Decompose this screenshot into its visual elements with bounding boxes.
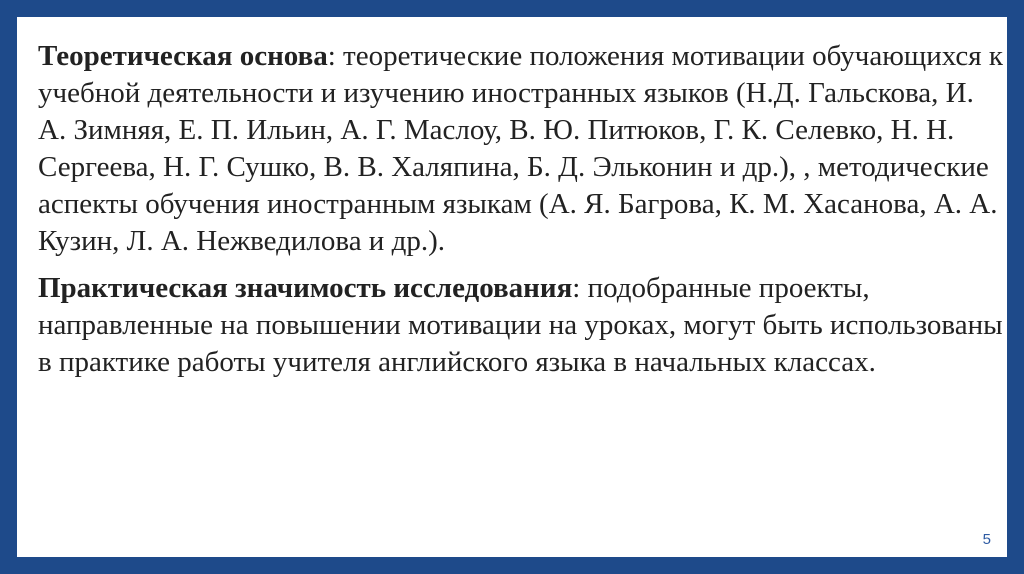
theoretical-basis-paragraph xyxy=(38,38,1004,260)
theoretical-basis-term: Теоретическая основа xyxy=(38,40,328,72)
page-number: 5 xyxy=(982,531,991,548)
slide-content xyxy=(38,38,1004,381)
practical-significance-paragraph xyxy=(38,270,1004,381)
slide xyxy=(17,17,1007,557)
practical-significance-term: Практическая значимость исследования xyxy=(38,272,573,304)
theoretical-basis-text: : теоретические положения мотивации обучающихся к учебной деятельности и изучению иностранных языков (Н.Д. Гальскова, И. А. Зимняя, Е. П. Ильин, А. Г. Маслоу, В. Ю. Питюков, Г. К. Селевко, Н. Н. Сергеева, Н. Г. Сушко, В. В. Халяпина, Б. Д. Эльконин и др.), , методические аспекты обучения иностранным языкам (А. Я. Багрова, К. М. Хасанова, А. А. Кузин, Л. А. Нежведилова и др.). xyxy=(38,40,1003,257)
practical-significance-text: : подобранные проекты, направленные на повышении мотивации на уроках, могут быть использованы в практике работы учителя английского языка в начальных классах. xyxy=(38,272,1003,378)
